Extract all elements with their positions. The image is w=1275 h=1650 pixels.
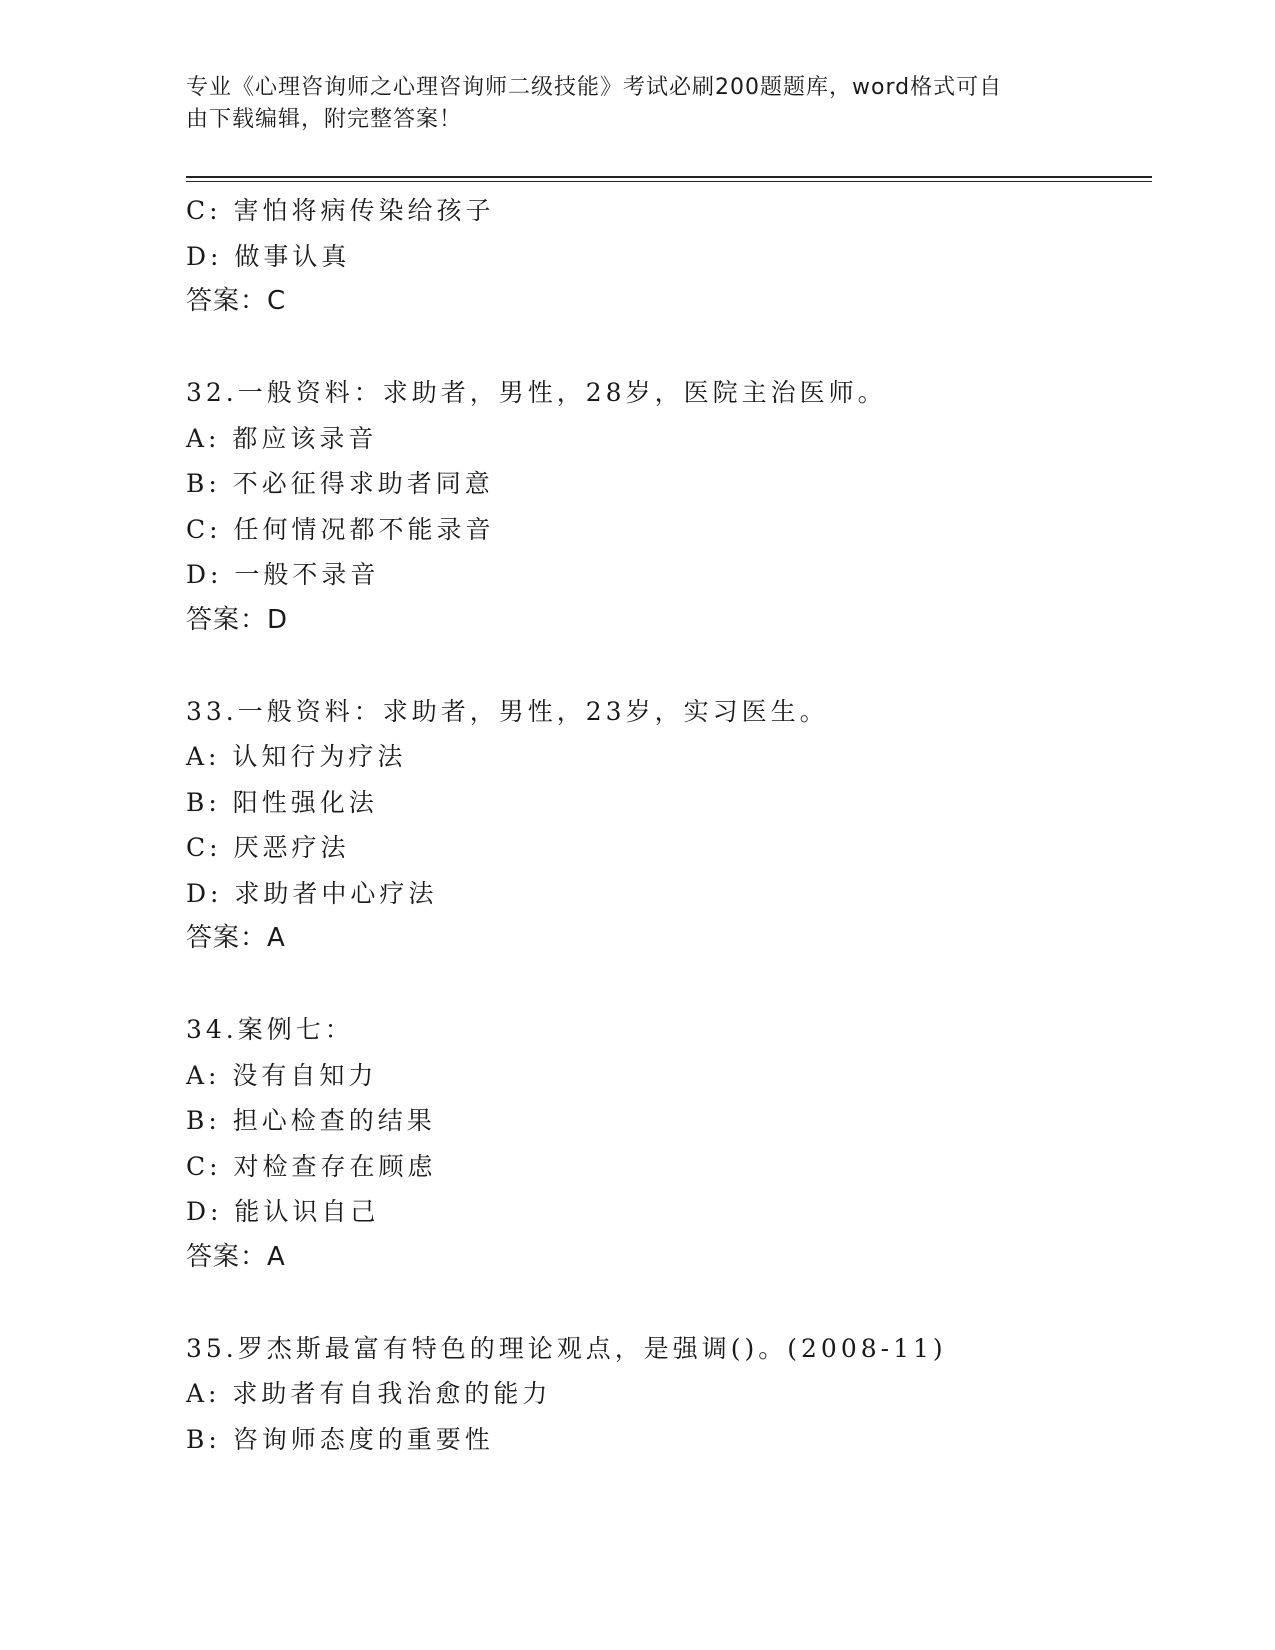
document-header — [186, 72, 1066, 136]
header-divider-bottom — [186, 181, 1152, 182]
option-text: D: 能认识自己 — [186, 1197, 380, 1226]
question-text: 33.一般资料：求助者，男性，23岁，实习医生。 — [186, 696, 829, 726]
answer-text: 答案：D — [186, 604, 289, 635]
header-line-2: 由下载编辑，附完整答案！ — [186, 107, 463, 132]
option-text: B: 阳性强化法 — [186, 787, 378, 817]
spacer — [186, 1280, 1146, 1326]
option-text: A: 都应该录音 — [186, 423, 378, 453]
header-line-1: 专业《心理咨询师之心理咨询师二级技能》考试必刷200题题库，word格式可自 — [186, 75, 1003, 100]
question-text: 32.一般资料：求助者，男性，28岁，医院主治医师。 — [186, 378, 887, 407]
spacer — [186, 643, 1146, 689]
answer-text: 答案：C — [186, 286, 287, 316]
option-text: C: 厌恶疗法 — [186, 833, 350, 862]
question-block — [186, 1007, 1146, 1280]
option-text: C: 任何情况都不能录音 — [186, 514, 495, 544]
option-text: B: 不必征得求助者同意 — [186, 469, 494, 498]
option-text: B: 咨询师态度的重要性 — [186, 1424, 494, 1454]
option-text: C: 对检查存在顾虑 — [186, 1151, 437, 1181]
answer-text: 答案：A — [186, 1241, 286, 1272]
question-block — [186, 188, 1146, 325]
option-text: C: 害怕将病传染给孩子 — [186, 196, 495, 225]
question-text: 35.罗杰斯最富有特色的理论观点，是强调()。(2008-11) — [186, 1333, 947, 1363]
question-text: 34.案例七： — [186, 1015, 354, 1044]
option-text: D: 一般不录音 — [186, 560, 380, 589]
option-text: A: 没有自知力 — [186, 1060, 378, 1090]
option-text: B: 担心检查的结果 — [186, 1106, 436, 1135]
option-text: A: 求助者有自我治愈的能力 — [186, 1379, 552, 1408]
option-text: D: 做事认真 — [186, 241, 351, 271]
spacer — [186, 325, 1146, 371]
question-block — [186, 689, 1146, 962]
question-block — [186, 1326, 1146, 1463]
question-list — [186, 188, 1146, 1462]
spacer — [186, 962, 1146, 1008]
answer-text: 答案：A — [186, 923, 286, 953]
header-divider-top — [186, 176, 1152, 178]
option-text: A: 认知行为疗法 — [186, 742, 407, 771]
question-block — [186, 370, 1146, 643]
option-text: D: 求助者中心疗法 — [186, 878, 438, 908]
